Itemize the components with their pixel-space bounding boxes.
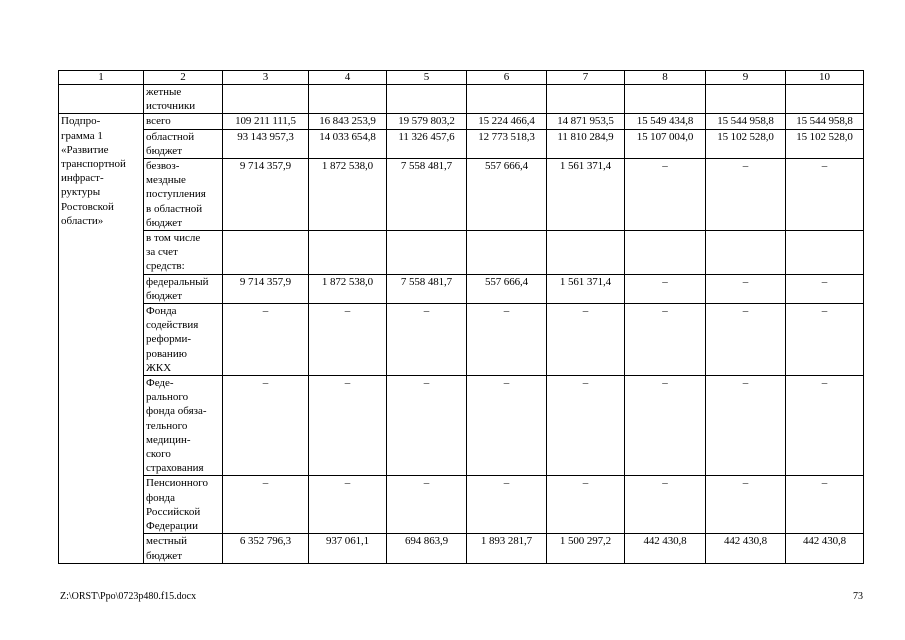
program-name-line: грамма 1 (61, 129, 103, 142)
program-name-line: инфраст- (61, 172, 104, 185)
value-cell: – (706, 159, 786, 231)
value-cell: 442 430,8 (706, 534, 786, 563)
value-cell: – (223, 476, 309, 534)
column-header: 3 (223, 71, 309, 85)
value-cell: – (706, 274, 786, 303)
value-cell: – (625, 376, 706, 476)
value-cell: – (223, 304, 309, 376)
funding-source-line: в том числе (146, 232, 201, 245)
value-cell: 9 714 357,9 (223, 159, 309, 231)
value-cell: – (309, 476, 387, 534)
funding-source-line: содействия (146, 319, 199, 332)
funding-source-line: рального (146, 391, 189, 404)
value-cell: – (625, 304, 706, 376)
funding-source-line: Российской (146, 505, 201, 518)
value-cell: 7 558 481,7 (387, 274, 467, 303)
value-cell (467, 85, 547, 114)
value-cell: 1 561 371,4 (547, 274, 625, 303)
funding-source-line: бюджет (146, 549, 182, 562)
value-cell: – (625, 274, 706, 303)
funding-source-line: бюджет (146, 144, 182, 157)
funding-source-line: страхования (146, 462, 204, 475)
value-cell: – (309, 376, 387, 476)
funding-source-cell (144, 129, 223, 158)
value-cell (625, 85, 706, 114)
funding-source-cell (144, 534, 223, 563)
program-name-line: «Развитие (61, 143, 109, 156)
value-cell: – (706, 376, 786, 476)
value-cell (786, 231, 864, 275)
value-cell (547, 231, 625, 275)
funding-source-cell (144, 114, 223, 129)
funding-source-line: средств: (146, 260, 185, 273)
program-name-line: Подпро- (61, 115, 101, 128)
value-cell (387, 231, 467, 275)
funding-source-cell (144, 85, 223, 114)
value-cell: – (309, 304, 387, 376)
value-cell: 1 893 281,7 (467, 534, 547, 563)
value-cell: 109 211 111,5 (223, 114, 309, 129)
column-header: 1 (59, 71, 144, 85)
value-cell (223, 231, 309, 275)
column-header: 10 (786, 71, 864, 85)
value-cell: – (786, 376, 864, 476)
funding-source-cell (144, 376, 223, 476)
header-row (59, 71, 864, 85)
program-name-line: руктуры (61, 186, 101, 199)
value-cell: 15 102 528,0 (706, 129, 786, 158)
value-cell: 442 430,8 (786, 534, 864, 563)
column-header: 4 (309, 71, 387, 85)
funding-source-line: мездные (146, 174, 186, 187)
table-row (59, 376, 864, 476)
program-name-cell (59, 114, 144, 563)
value-cell: – (786, 274, 864, 303)
value-cell: – (786, 476, 864, 534)
value-cell: 15 102 528,0 (786, 129, 864, 158)
value-cell: 16 843 253,9 (309, 114, 387, 129)
value-cell: 1 872 538,0 (309, 159, 387, 231)
value-cell: 12 773 518,3 (467, 129, 547, 158)
value-cell: – (786, 304, 864, 376)
value-cell: 11 810 284,9 (547, 129, 625, 158)
value-cell: – (387, 304, 467, 376)
value-cell: 15 107 004,0 (625, 129, 706, 158)
funding-source-line: бюджет (146, 289, 182, 302)
value-cell: – (467, 376, 547, 476)
value-cell: 9 714 357,9 (223, 274, 309, 303)
value-cell: 15 544 958,8 (706, 114, 786, 129)
value-cell: 1 561 371,4 (547, 159, 625, 231)
table-row (59, 129, 864, 158)
value-cell: – (625, 159, 706, 231)
value-cell: 19 579 803,2 (387, 114, 467, 129)
funding-source-line: поступления (146, 188, 206, 201)
value-cell: 694 863,9 (387, 534, 467, 563)
funding-source-cell (144, 231, 223, 275)
page-number: 73 (853, 591, 863, 602)
column-header: 8 (625, 71, 706, 85)
value-cell: – (706, 476, 786, 534)
column-header: 5 (387, 71, 467, 85)
funding-source-line: источники (146, 100, 196, 113)
program-name-line: Ростовской (61, 200, 114, 213)
table-row (59, 159, 864, 231)
value-cell: 15 224 466,4 (467, 114, 547, 129)
funding-source-cell (144, 304, 223, 376)
table-row (59, 476, 864, 534)
funding-source-line: местный (146, 535, 187, 548)
value-cell: 93 143 957,3 (223, 129, 309, 158)
value-cell (706, 231, 786, 275)
value-cell: 557 666,4 (467, 274, 547, 303)
program-cell-continued (59, 85, 144, 114)
value-cell: – (467, 304, 547, 376)
funding-source-line: Федерации (146, 520, 198, 533)
funding-source-line: бюджет (146, 216, 182, 229)
value-cell: 557 666,4 (467, 159, 547, 231)
column-header: 7 (547, 71, 625, 85)
value-cell: 11 326 457,6 (387, 129, 467, 158)
value-cell: 1 872 538,0 (309, 274, 387, 303)
funding-source-line: фонда (146, 491, 175, 504)
value-cell: – (547, 476, 625, 534)
program-name-line: области» (61, 214, 104, 227)
value-cell (309, 85, 387, 114)
value-cell: – (387, 476, 467, 534)
value-cell (625, 231, 706, 275)
funding-source-line: тельного (146, 419, 188, 432)
column-header: 2 (144, 71, 223, 85)
funding-source-line: за счет (146, 246, 178, 259)
value-cell: – (786, 159, 864, 231)
table-row (59, 534, 864, 563)
value-cell: 14 871 953,5 (547, 114, 625, 129)
funding-source-line: ЖКХ (146, 361, 172, 374)
funding-source-line: безвоз- (146, 160, 180, 173)
value-cell: 14 033 654,8 (309, 129, 387, 158)
funding-source-line: федеральный (146, 275, 209, 288)
funding-source-line: жетные (146, 86, 182, 98)
table-body (59, 85, 864, 564)
funding-source-line: в областной (146, 202, 203, 215)
funding-source-line: фонда обяза- (146, 405, 207, 418)
column-header: 6 (467, 71, 547, 85)
funding-source-cell (144, 159, 223, 231)
value-cell: – (547, 376, 625, 476)
value-cell: 15 549 434,8 (625, 114, 706, 129)
value-cell: 442 430,8 (625, 534, 706, 563)
funding-source-line: Фонда (146, 305, 177, 318)
funding-source-cell (144, 274, 223, 303)
value-cell (786, 85, 864, 114)
value-cell: – (706, 304, 786, 376)
funding-source-line: реформи- (146, 333, 191, 346)
value-cell: 7 558 481,7 (387, 159, 467, 231)
budget-table (58, 70, 864, 564)
value-cell (387, 85, 467, 114)
value-cell: – (467, 476, 547, 534)
value-cell: 1 500 297,2 (547, 534, 625, 563)
value-cell (547, 85, 625, 114)
funding-source-line: Пенсионного (146, 477, 208, 490)
value-cell: – (223, 376, 309, 476)
value-cell: – (387, 376, 467, 476)
value-cell (223, 85, 309, 114)
funding-source-cell (144, 476, 223, 534)
funding-source-line: всего (146, 115, 171, 128)
table-row (59, 231, 864, 275)
value-cell: – (547, 304, 625, 376)
table-row (59, 114, 864, 129)
value-cell (467, 231, 547, 275)
table-row (59, 304, 864, 376)
footer-file-path: Z:\ORST\Ppo\0723p480.f15.docx (60, 591, 197, 602)
value-cell: 6 352 796,3 (223, 534, 309, 563)
column-header: 9 (706, 71, 786, 85)
value-cell: 15 544 958,8 (786, 114, 864, 129)
funding-source-line: медицин- (146, 433, 191, 446)
funding-source-line: областной (146, 130, 195, 143)
value-cell (706, 85, 786, 114)
value-cell: – (625, 476, 706, 534)
value-cell: 937 061,1 (309, 534, 387, 563)
table-row (59, 274, 864, 303)
program-name-line: транспортной (61, 158, 126, 171)
funding-source-line: Феде- (146, 377, 174, 390)
table-row (59, 85, 864, 114)
value-cell (309, 231, 387, 275)
funding-source-line: рованию (146, 347, 187, 360)
funding-source-line: ского (146, 448, 171, 461)
